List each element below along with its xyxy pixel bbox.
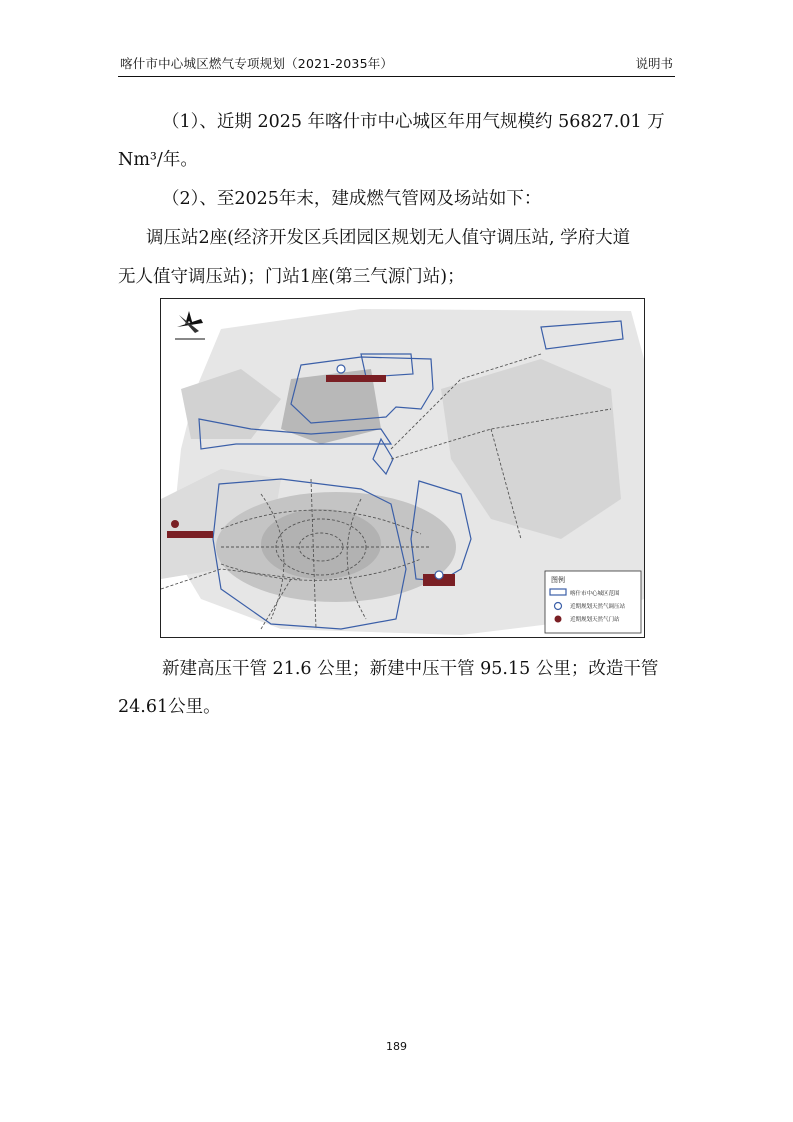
legend-regulator-icon: [555, 603, 562, 610]
paragraph-4-line-2: 24.61公里。: [118, 697, 221, 717]
city-center: [261, 509, 381, 579]
page-number: 189: [386, 1040, 407, 1053]
legend-item-boundary: 喀什市中心城区范围: [570, 591, 620, 597]
paragraph-3-line-1: 调压站2座(经济开发区兵团园区规划无人值守调压站, 学府大道: [146, 228, 631, 248]
paragraph-2: （2）、至2025年末，建成燃气管网及场站如下：: [162, 189, 542, 209]
paragraph-3-line-2: 无人值守调压站)；门站1座(第三气源门站)；: [118, 267, 465, 287]
legend-item-regulator: 近期规划天然气调压站: [570, 604, 626, 610]
paragraph-1-line-2: Nm³/年。: [118, 150, 198, 170]
paragraph-4-line-1: 新建高压干管 21.6 公里；新建中压干管 95.15 公里；改造干管: [162, 659, 659, 679]
gas-network-map: [160, 298, 645, 638]
section-label: 说明书: [635, 56, 673, 71]
page-header: [118, 56, 675, 77]
document-title: 喀什市中心城区燃气专项规划（2021-2035年）: [120, 56, 394, 71]
map-svg: [161, 299, 644, 637]
legend-title: 图例: [551, 576, 565, 584]
legend-gate-station-icon: [555, 616, 562, 623]
legend-item-gate-station: 近期规划天然气门站: [570, 617, 620, 623]
paragraph-1-line-1: （1）、近期 2025 年喀什市中心城区年用气规模约 56827.01 万: [162, 112, 665, 132]
map-legend: [545, 571, 641, 633]
